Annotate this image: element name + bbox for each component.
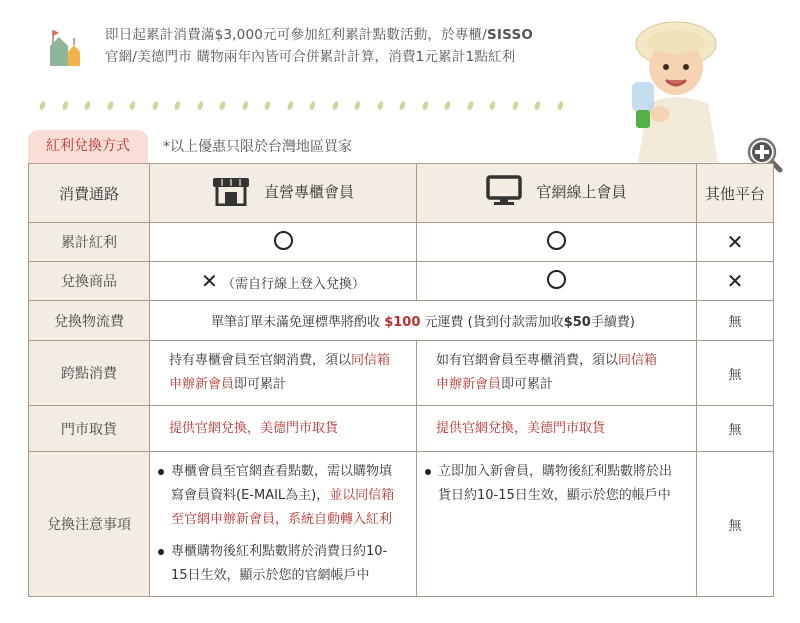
table-header-row	[29, 164, 774, 223]
header-channel: 消費通路	[29, 164, 150, 223]
shipping-other: 無	[697, 301, 774, 341]
region-note: *以上優惠只限於台灣地區買家	[163, 139, 352, 155]
redeem-counter-cell: ✕ （需自行線上登入兌換）	[150, 262, 417, 301]
child-photo	[628, 12, 728, 162]
cross-other: 無	[697, 341, 774, 406]
row-label-redeem: 兌換商品	[29, 262, 150, 301]
pickup-online-text: 提供官網兌換，美德門市取貨	[417, 406, 697, 452]
row-label-cross: 跨點消費	[29, 341, 150, 406]
redeem-online-circle	[417, 262, 697, 301]
redemption-table	[28, 163, 774, 597]
table-row	[29, 406, 774, 452]
table-row	[29, 262, 774, 301]
row-label-notes: 兌換注意事項	[29, 452, 150, 597]
table-row	[29, 341, 774, 406]
table-row	[29, 223, 774, 262]
accumulate-other-cross: ✕	[697, 223, 774, 262]
cross-online-text: 如有官網會員至專櫃消費，須以同信箱 申辦新會員即可累計	[417, 341, 697, 406]
list-item: 專櫃會員至官網查看點數，需以購物填寫會員資料(E-MAIL為主)，並以同信箱至官網申辦新會員，系統自動轉入紅利	[171, 460, 403, 532]
accumulate-counter-circle	[150, 223, 417, 262]
notes-other: 無	[697, 452, 774, 597]
store-icon	[212, 176, 250, 206]
pickup-other: 無	[697, 406, 774, 452]
promo-header	[40, 22, 640, 82]
tab-bonus-redemption[interactable]: 紅利兌換方式	[28, 130, 148, 165]
header-counter-member: 直營專櫃會員	[150, 164, 417, 223]
shipping-fee-text: 單筆訂單未滿免運標準將酌收 $100 元運費 (貨到付款需加收$50手續費)	[150, 301, 697, 341]
redeem-other-cross: ✕	[697, 262, 774, 301]
table-row	[29, 452, 774, 597]
pickup-counter-text: 提供官網兌換，美德門市取貨	[150, 406, 417, 452]
row-label-accumulate: 累計紅利	[29, 223, 150, 262]
row-label-shipping: 兌換物流費	[29, 301, 150, 341]
header-online-member: 官網線上會員	[417, 164, 697, 223]
decorative-leaf-divider	[40, 95, 620, 107]
table-row	[29, 301, 774, 341]
accumulate-online-circle	[417, 223, 697, 262]
row-label-pickup: 門市取貨	[29, 406, 150, 452]
notes-counter-list	[150, 452, 417, 597]
intro-text: 即日起累計消費滿$3,000元可參加紅利累計點數活動，於專櫃/SISSO 官網/美德門市 購物兩年內皆可合併累計計算，消費1元累計1點紅利	[105, 27, 534, 65]
cross-counter-text: 持有專櫃會員至官網消費，須以同信箱 申辦新會員即可累計	[150, 341, 417, 406]
header-other-platform: 其他平台	[697, 164, 774, 223]
list-item: 立即加入新會員，購物後紅利點數將於出貨日約10-15日生效，顯示於您的帳戶中	[438, 460, 683, 508]
notes-online-list	[417, 452, 697, 597]
list-item: 專櫃購物後紅利點數將於消費日約10-15日生效，顯示於您的官網帳戶中	[171, 540, 403, 588]
house-icon	[45, 28, 87, 70]
monitor-icon	[486, 175, 522, 207]
